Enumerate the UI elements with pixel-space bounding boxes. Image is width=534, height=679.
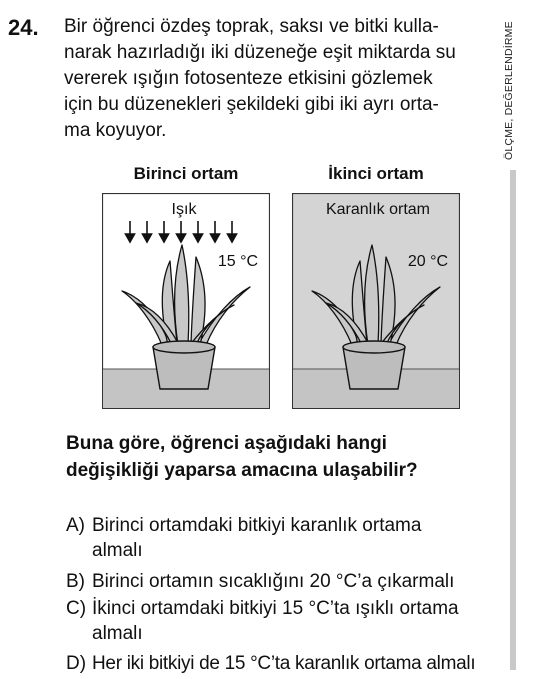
option-letter: C)	[66, 598, 87, 619]
side-bar	[510, 170, 516, 670]
option-letter: D)	[66, 653, 87, 674]
option-letter: A)	[66, 515, 85, 536]
temperature-label: 15 °C	[217, 253, 259, 270]
stem-line: narak hazırladığı iki düzeneğe eşit miktarda su	[64, 42, 456, 63]
panel-dark-environment	[292, 193, 460, 409]
stem-line: ma koyuyor.	[64, 120, 167, 141]
side-label: ÖLÇME, DEĞERLENDİRME	[503, 21, 515, 160]
option-c[interactable]	[66, 596, 459, 644]
question-line: Buna göre, öğrenci aşağıdaki hangi	[66, 433, 387, 454]
panel2-title: İkinci ortam	[328, 164, 424, 183]
question-number: 24.	[8, 15, 39, 40]
stem-line: Bir öğrenci özdeş toprak, saksı ve bitki kulla-	[64, 16, 439, 37]
option-text: Birinci ortamdaki bitkiyi karanlık ortama	[92, 515, 422, 536]
panel1-title: Birinci ortam	[133, 164, 239, 183]
option-a[interactable]	[66, 513, 422, 561]
option-text: İkinci ortamdaki bitkiyi 15 °C’ta ışıklı ortama	[92, 598, 459, 619]
stem-line: için bu düzenekleri şekildeki gibi iki ayrı orta-	[64, 94, 439, 115]
light-label: Işık	[171, 201, 197, 218]
question-line: değişikliği yaparsa amacına ulaşabilir?	[66, 460, 418, 481]
option-b[interactable]	[66, 569, 454, 594]
panel-light-environment	[102, 193, 270, 409]
option-d[interactable]	[66, 651, 475, 676]
option-text-continued: almalı	[92, 623, 143, 644]
temperature-label: 20 °C	[407, 253, 449, 270]
option-text: Her iki bitkiyi de 15 °C’ta karanlık ortama almalı	[92, 653, 476, 674]
option-letter: B)	[66, 571, 85, 592]
panel1-figure	[102, 193, 270, 409]
dark-label: Karanlık ortam	[325, 201, 431, 218]
option-text-continued: almalı	[92, 540, 143, 561]
question-prompt	[66, 430, 486, 484]
question-stem	[64, 14, 504, 144]
panel2-figure	[292, 193, 460, 409]
stem-line: vererek ışığın fotosenteze etkisini gözlemek	[64, 68, 433, 89]
option-text: Birinci ortamın sıcaklığını 20 °C’a çıkarmalı	[92, 571, 455, 592]
